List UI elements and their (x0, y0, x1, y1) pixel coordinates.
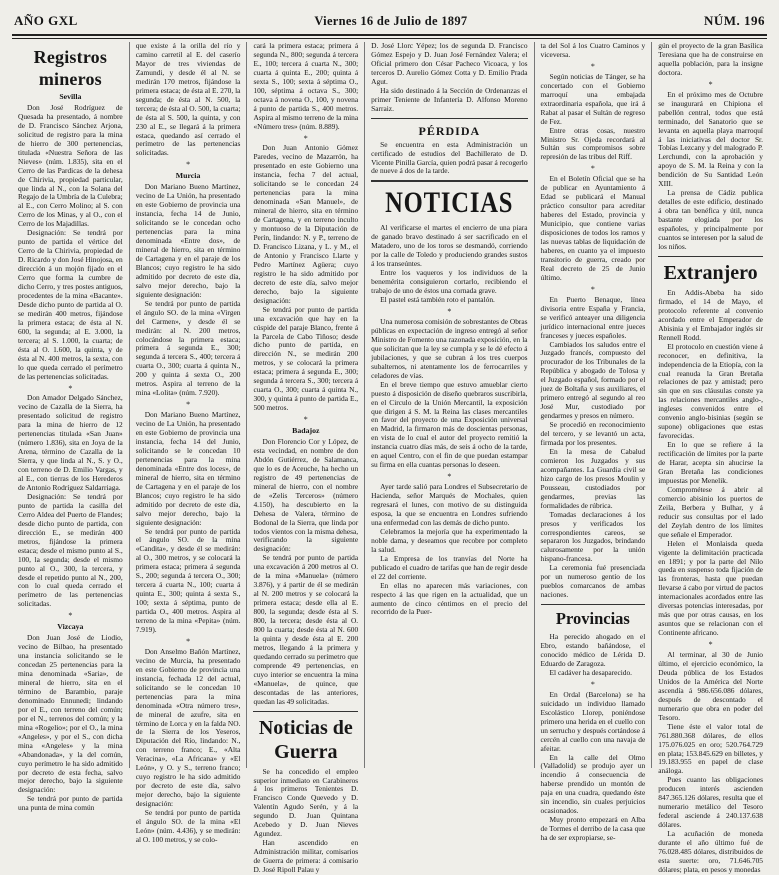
paragraph: ta del Sol á los Cuatro Caminos y viceversa. (540, 41, 646, 59)
paragraph: Pues cuanto las obligaciones producen interés ascienden 847.365.126 dólares, resulta que el numerario metálico del Tesoro federal asciende á 240.137.638 dólares. (658, 775, 763, 830)
masthead (14, 10, 765, 32)
paragraph: Se tendrá por punto de partida una excavación que hay en la cúspide del paraje Blanco, frente á la Parcela de Cabo Tiñoso; desde dicho punto de partida, en dirección N., se medirán 200 metros, y se colocará la primera estaca; primera á segunda E., 300; segunda á tercera S., 300; tercera á cuarta O., 300; cuarta á quinta N., 300, y quinta á punto de partida E., 500 metros. (253, 304, 359, 413)
paragraph: Comprométese á abrir al comercio abisinio los puertos de Zeila, Berbera y Bulhar, y á reducir sus consultas por el lado del Zeylah dentro de los límites que señale el Emperador. (658, 484, 763, 539)
separator-asterisk: * (447, 472, 452, 482)
masthead-rule-thin (12, 38, 767, 39)
section-rule (253, 711, 358, 712)
paragraph: El protocolo en cuestión viene á reconocer, en definitiva, la independencia de la Etiopía, con la cual reanuda la Gran Bretaña relaciones de paz y amistad; pero sin que en sus cláusulas conste ya las relaciones mercantiles anglo-, ingleses convenidos entre el convenio anglo-bisinias (según se supone) obligaciones que estas favorecidas. (658, 341, 763, 441)
paragraph: En la calle del Olmo (Valladolid) se produjo ayer un incendio á consecuencia de haberse prendido un montón de paja en una cuadra, quedando éste sin incendio, sin cuales perjuicios ocasionados. (540, 752, 646, 816)
paragraph: Según noticias de Tánger, se ha concertado con el Gobierno marroquí una embajada extraordinaria española, que irá á Rabat al pasar el Sultán de regreso de Fez. (540, 71, 646, 126)
separator-asterisk: * (590, 284, 595, 294)
paragraph: Una numerosa comisión de sobrestantes de Obras públicas en expectación de ingreso entregó al señor Ministro de Fomento una razonada exposición, en la que solicitan que la ley se cumpla y se le dé efecto á jubilaciones, y que se cubran á los tres cuerpos subalternos, ni atentamente los de ferrocarriles y celadores de vías. (371, 316, 528, 380)
separator-asterisk: * (303, 415, 308, 425)
separator-asterisk: * (590, 164, 595, 174)
separator-asterisk: * (590, 679, 595, 689)
column-2 (130, 41, 248, 844)
paragraph: Don Juan José de Liodio, vecino de Bilbao, ha presentado una instancia solicitando se le concedan 25 pertenencias para la mina denominada «Saria», de mineral de hierro, sita en el término de Barambio, paraje denominado Ennunedi; lindando por el E., con terreno del común; por el N., terrenos del común; y la mina «Rogelio»; por el O., la mina «Angeles», y por el S., con dicha mina «Angeles» y la mina «Abandonada», y la del común, cuyo perímetro le ha sido admitido por decreto de esta fecha, salvo mejor derecho, bajo la siguiente designación: (18, 633, 123, 795)
separator-asterisk: * (68, 383, 73, 393)
paragraph: Don Mariano Bueno Martínez, vecino de La Unión, ha presentado en este Gobierno de provincia una instancia, fecha 14 de Junio, solicitando se le concedan ocho pertenencias para la mina denominada «Entre dos», de mineral de hierro, sita en término de Cartagena y en el paraje de los Blancos; cuyo registro le ha sido admitido por decreto de este día, salvo mejor derecho, bajo la siguiente designación: (135, 182, 241, 299)
paragraph: D. José Llorc Yépez; los de segunda D. Francisco Gómez Espejo y D. Juan José Fernández Valera; el Oficial primero don César Pacheco Vicoaca, y los terceros D. Aurelio Gómez Cotta y D. Emilio Prada Agut. (371, 41, 528, 86)
paragraph: Al verificarse el martes el encierro de una piara de ganado bravo destinado á ser sacrificado en el Matadero, uno de los toros se desmandó, corriendo por la calle de Toledo y produciendo grandes sustos á los transeúntes. (371, 223, 528, 269)
paragraph: Designación: Se tendrá por punto de partida la casilla del Cerro Aldea del Puerto de Flandes; desde dicho punto de partida, con dirección E., se medirán 400 metros, fijándose la primera estaca; desde el mismo punto al S., 100, la segunda; desde el mismo punto al O., 300, la tercera, y desde el repetido punto al N., 200, con lo cual queda cerrado el perímetro de las pertenencias solicitadas. (18, 491, 123, 609)
paragraph: El cadáver ha desaparecido. (549, 667, 633, 677)
subheading-badajoz: Badajoz (292, 426, 320, 436)
paragraph: Se tendrá por punto de partida el ángulo SO. de la mina «El León» (núm. 4.436), y se medirán: al O. 100 metros, y se colo- (135, 808, 241, 844)
section-rule (371, 180, 527, 182)
paragraph: En lo que se refiere á la rectificación de límites por la parte de Harar, acepta sin ahucirse la Gran Bretaña las condiciones impuestas por Menelik. (658, 440, 763, 485)
paragraph: Se tendrá por punto de partida una excavación á 200 metros al O. de la mina «Manuela» (número 3.876), y á partir de él se medirán al N. 200 metros y se colocará la primera estaca; desde ella al E. 800, la segunda; desde ésta al S. 800, la tercera; desde ésta al O. 800 la cuarta; desde ésta al N. 600 la quinta y desde ésta al E. 200 metros, llegando á la primera y quedando cerrado su perímetro que comprende 49 pertenencias, en cuyo interior se encuentra la mina «Manuela», de quince, que descontadas de las anteriores, quedan las 49 solicitadas. (253, 553, 359, 706)
paragraph: que existe á la orilla del río y camino carretil al E. del caserío Mayor de tres viviendas de Zamundi, y desde él al N. se medirán 170 metros, fijándose la primera estaca; de ésta al E. 270, la segunda; de ésta al N. 500, la tercera; de ésta al O. 500, la cuarta; de ésta al S. 500, la quinta, y con 230 al E., se llegará á la primera estaca, quedando así cerrado el perímetro de las pertenencias solicitadas. (135, 41, 241, 158)
separator-asterisk: * (186, 400, 191, 410)
paragraph: Ha sido destinado á la Sección de Ordenanzas el primer Teniente de Infantería D. Alfonso Moreno Sarraiz. (371, 85, 528, 113)
paragraph: Se procedió en reconocimiento del tercero, y se levantó un acta, firmada por los presentes. (540, 420, 646, 447)
paragraph: Se tendrá por punto de partida una punta de mina común (18, 794, 123, 813)
separator-asterisk: * (708, 640, 713, 650)
section-rule (371, 118, 527, 119)
separator-asterisk: * (68, 611, 73, 621)
columns (12, 41, 769, 875)
paragraph: Tiene éste el valor total de 761.880.368 dólares, de ellos 175.076.025 en oro; 520.764.729 en plata; 153.845.629 en billetes, y 19.183.955 en papel de clase análoga. (658, 721, 763, 776)
section-heading-noticias: NOTICIAS (385, 186, 514, 220)
paragraph: Tomadas declaraciones á los presos y verificados los correspondientes careos, se separaron los Juzgados, brindando calurosamente por la unión hispano-francesa. (540, 509, 646, 564)
paragraph: Entre otras cosas, nuestro Ministro Sr. Ojeda recordará al Sultán sus compromisos sobre represión de las tribus del Riff. (540, 125, 646, 162)
paragraph: cará la primera estaca; primera á segunda N., 800; segunda á tercera E., 100; tercera á cuarta N., 300; cuarta á quinta E., 200; quinta á sexta S., 100; sexta á séptima O., 100, séptima á octava S., 300; octava á novena O., 100, y novena á punto de partida S., 400 metros. Aspira al mismo terreno de la mina «Número tres» (núm. 8.889). (253, 41, 359, 131)
paragraph: La acuñación de moneda durante el año último fué de 76.028.485 dólares, distribuidos de esta suerte: oro, 71.646.705 dólares; plata, en pesos y monedas (658, 829, 763, 874)
paragraph: Se tendrá por punto de partida el ángulo SO. de la mina «Virgen del Carmen», y desde él se medirán: al N. 200 metros, colocándose la primera estaca; primera á segunda E., 300; segunda á tercera S., 400; tercera á cuarta O., 300; cuarta á quinta N., 200 y quinta á sexta O., 200 metros. Aspira al terreno de la mina «Lolita» (núm. 7.920). (135, 298, 241, 398)
paragraph: Don Florencio Cor y López, de esta vecindad, en nombre de don Abdón Gutiérrez, de Salamanca, que lo es de Aceuche, ha hecho un registro de 49 pertenencias de mineral de hierro, con el nombre de «Zelis Terceros» (número 4.150), ha descubierto en la Dehesa de Valera, término de Bodonal de la Sierra, que linda por todos vientos con la misma dehesa, verificando la siguiente designación: (253, 436, 359, 554)
paragraph: Don José Rodríguez de Quesada ha presentado, á nombre de D. Francisco Sánchez Arjona, solicitud de registro para la mina de hierro de 300 pertenencias, titulada «Nuestra Señora de las Nieves» (núm. 1.835), sita en el Cerro de las Pardicas de la dehesa de Chirivia, propiedad particular, que linda al N., con la Solana del Regajo de la Umbría de la Culebra; al E., con Cerro Molino; al S. con Cerro de los Minas, y al O., con el Cerro de los Majadillas. (18, 102, 123, 229)
paragraph: En el Boletín Oficial que se ha de publicar en Ayuntamiento á Edad se publicará el Manual práctico consultor para acreditar haberes del Estado, provincia y Municipio, que contiene varias disposiciones de todos los ramos y las nuevas tablas de liquidación de haberes, en cuanto ya el impuesto transitorio de guerra, creado por Real decreto de 25 de Junio último. (540, 174, 646, 282)
paragraph: Don Juan Antonio Gómez Paredes, vecino de Mazarrón, ha presentado en este Gobierno una instancia, fecha 7 del actual, solicitando se le concedan 24 pertenencias para la mina denominada «San Manuel», de mineral de hierro, sita en término de Cartagena, y en terreno inculto y montuoso de la Diputación de Perín, lindando: N. y P., terreno de D. Francisco Lizana, y L. y M., el de Antonio y Francisco Llarte y Pedro Martínez Agüera; cuyo registro le ha sido admitido por decreto de este día, salvo mejor derecho, bajo la siguiente designación: (253, 143, 359, 305)
paragraph: Se tendrá por punto de partida el ángulo SO. de la mina «Candita», y desde él se medirán: al O., 300 metros, y se colocará la primera estaca; primera á segunda S., 200; segunda á tercera O., 300; tercera á cuarta N., 100; cuarta á quinta E., 300; quinta á sexta S., 100; sexta á séptima, punto de partida O., 400 metros. Aspira al terreno de la mina «Pepita» (núm. 7.919). (135, 526, 241, 634)
paragraph: Designación: Se tendrá por punto de partida el vértice del Cerro de la Chirivia, propiedad de D. Ricardo y don José Hinojosa, en dirección á un mojón fijado en el Cerro que forma la cumbre de dicho Cerro, y tres postes antiguos, procedentes de la mina «Bacante». Desde dicho punto de partida al O. se medirán 400 metros, fijándose la primera estaca; de ésta al N. 600, la segunda; al E. 3.000, la tercera; al S. 1.000, la cuarta; de ésta al O. 1.600, la quinta, y de ésta al N. 400 metros, la sexta, con lo que queda cerrado el perímetro de las pertenencias solicitadas. (18, 228, 123, 381)
paragraph: Muy pronto empezará en Alba de Tormes el derribo de la casa que ha de ser expropiarse, se- (540, 815, 646, 843)
section-heading-provincias: Provincias (555, 609, 630, 629)
separator-asterisk: * (590, 61, 595, 71)
paragraph: Don Amador Delgado Sánchez, vecino de Cazalla de la Sierra, ha presentado solicitud de registro para la mina de hierro de 12 pertenencias titulada «San Juan» (número 1.836), sita en Joya de la Arena, término de Cazalla de la Sierra, y que linda al N., S. y O., con terreno de D. Emilio Vargas, y al E., con tierras de los Herederos de Antonio Rodríguez Saldarriaga. (18, 393, 123, 492)
paragraph: La Empresa de los tranvías del Norte ha publicado el cuadro de tarifas que han de regir desde el 22 del corriente. (371, 553, 528, 581)
masthead-rule (12, 34, 767, 36)
section-rule (541, 604, 646, 605)
subheading-sevilla: Sevilla (59, 92, 82, 101)
column-3 (247, 41, 365, 875)
paragraph: Ha perecido ahogado en el Ebro, estando bañándose, el conocido médico de Lérida D. Eduardo de Zaragoza. (540, 632, 646, 668)
section-heading-registros-mineros: Registros mineros (33, 47, 108, 89)
paragraph: Don Mariano Bueno Martínez, vecino de La Unión, ha presentado en este Gobierno de provincia una instancia, fecha 14 del Junio, solicitando se le concedan 10 pertenencias para la mina denominada «Entre dos loces», de mineral de hierro, sita en término de Cartagena y en el paraje de los Blancos; cuyo registro le ha sido admitido por decreto de este día, salvo mejor derecho, bajo la siguiente designación: (135, 410, 241, 527)
subheading-murcia: Murcia (175, 171, 201, 181)
separator-asterisk: * (186, 160, 191, 170)
paragraph: Ayer tarde salió para Londres el Subsecretario de Hacienda, señor Marqués de Mochales, quien regresará el lunes, con motivo de su distinguida esposa, la que se encuentra en Londres sufriendo una enfermedad con las demás de dicho punto. (371, 482, 528, 527)
column-4 (365, 42, 534, 768)
paragraph: Se encuentra en esta Administración un certificado de estudios del Bachillerato de D. Vicente Pinilla García, quien podrá pasar á recogerlo de nueve á dos de la tarde. (371, 139, 528, 176)
section-rule (658, 256, 763, 257)
paragraph: Don Anselmo Bañón Martínez, vecino de Murcia, ha presentado en este Gobierno de provincia una instancia, fechada 12 del actual, solicitando se le concedan 10 pertenencias para la mina denominada «Otra número tres», de mineral de azufre, sita en término de Lorca y en la falda NO. de la Sierra de los Yeseros, Diputación del Río, lindando: N., con terreno franco; E., «Alta Veracina», «La Africana» y «El León», y O. y S., terreno franco; cuyo registro le ha sido admitido por decreto de este día, salvo mejor derecho, bajo la siguiente designación: (135, 646, 241, 809)
masthead-issue-number: NÚM. 196 (703, 13, 765, 28)
section-heading-perdida: PÉRDIDA (418, 123, 481, 138)
section-heading-noticias-de-guerra: Noticias de Guerra (258, 716, 353, 763)
paragraph: Al terminar, al 30 de Junio último, el ejercicio económico, la Deuda pública de los Estados Unidos de la América del Norte ascendía á 986.656.086 dólares, después de descontado el numerario que obra en poder del Tesoro. (658, 650, 763, 722)
separator-asterisk: * (708, 79, 713, 89)
paragraph: Han ascendido en Administración militar, comisarios de Guerra de primera: á comisario D. José Ripoll Palau y (253, 838, 359, 875)
subheading-vizcaya: Vizcaya (57, 622, 84, 632)
section-heading-extranjero: Extranjero (663, 261, 758, 284)
paragraph: Entre los vaqueros y los individuos de la benemérita consiguieron cortarlo, recibiendo el trabajo de uno de éstos una cornada grave. (371, 268, 528, 296)
paragraph: En el breve tiempo que estuvo amueblar cierto puesto á disposición de diseño quebraros suscribirla, en el Circulo de la Unión Mercantil, la exposición que dirigen á S. M. la Reina las clases mercantiles en favor del proyecto de una Exposición universal en Madrid, la firmaron más de doscientas personas, en vista de lo cual el autor del proyecto remitió la instancia cuatro días más, de seis á ocho de la tarde, en aquel Centro, con el fin de que puedan estampar su firma en ella cuantas personas lo deseen. (371, 379, 528, 470)
separator-asterisk: * (447, 307, 452, 317)
paragraph: En la mesa de Cabalud comieron los Juzgados y sus acompañantes. La Guardia civil se hizo cargo de los presos Moulin y Pousseau, custodiados por gendarmes, previas las formalidades de rúbrica. (540, 446, 646, 510)
separator-asterisk: * (303, 133, 308, 143)
paragraph: El pastel está también roto el pantalón. (380, 295, 495, 305)
separator-asterisk: * (186, 636, 191, 646)
paragraph: Helen el Monlaisda queda vigente la delimitación practicada en 1891; y por la parte del Nilo queda en suspenso toda fijación de las fronteras, hasta que puedan llevarse á cabo por virtud de pactos internacionales acordados entre las diversas potencias interesadas, por más que por otras causas, en los asuntos que se relacionan con el Continente africano. (658, 538, 763, 638)
masthead-date: Viernes 16 de Julio de 1897 (314, 13, 468, 28)
paragraph: En ellas no aparecen más variaciones, con respecto á las que rigen en la actualidad, que un aumento de cinco céntimos en el precio del recorrido de la Puer- (371, 580, 528, 617)
masthead-year: AÑO GXL (14, 13, 78, 28)
paragraph: La prensa de Cádiz publica detalles de este edificio, destinado á obra tan benéfica y útil, nunca bastante elogiada por los españoles, y principalmente por cuantos se interesen por la salud de los niños. (658, 188, 763, 251)
paragraph: La ceremonia fué presenciada por un numeroso gentío de los pueblos comarcanos de ambas naciones. (540, 563, 646, 600)
paragraph: En Puerto Benaque, línea divisoria entre España y Francia, se verificó anteayer una diligencia jurídico internacional entre jueces franceses y jueces españoles. (540, 294, 646, 340)
paragraph: gún el proyecto de la gran Basílica Teresiana que ha de construirse en aquella población, para la insigne doctora. (658, 41, 763, 77)
paragraph: Se ha concedido el empleo superior inmediato en Carabineros á los primeros Tenientes D. Francisco Conde Quevedo y D. Valentín Agudo Serén, y á la segundo D. Juan Quintana Acebedo y D. Juan Nieves Agundez. (253, 766, 359, 839)
paragraph: En Addis-Abeba ha sido firmado, el 14 de Mayo, el protocolo referente al convenio acordado entre el Emperador de Abisinia y el Embajador inglés sir Rennell Rodd. (658, 287, 763, 342)
column-6 (652, 41, 769, 874)
paragraph: Celebramos la mejoría que ha experimentado la noble dama, y deseamos que recobre por completo la salud. (371, 526, 528, 554)
column-1 (12, 42, 130, 813)
paragraph: En Ordal (Barcelona) se ha suicidado un individuo llamado Escolástico Llorep, poniéndose primero una herida en el cuello con un serrucho y después cortándose á cercén al cuello con una navaja de afeitar. (540, 689, 646, 753)
column-5 (535, 41, 653, 843)
paragraph: Cambiados los saludos entre el Juzgado francés, compuesto del procurador de los Tribunales de la República y abogado de Tolosa y el Juzgado español, formado por el juez de Boltaña y sus auxiliares, el primero entregó al segundo al reo José Mur, custodiado por gendarmes y presos en número. (540, 339, 646, 421)
paragraph: En el próximo mes de Octubre se inaugurará en Chipiona el pabellón central, todos que está terminado, del Sanatorio que se levanta en aquella playa marroquí á las iniciativas del doctor Sr. Tobías Lezcany y del malogrado P. Lerchundi, con la aprobación y apoyo de S. M. la Reina y con la bendición de Su Santidad León XIII. (658, 89, 763, 189)
